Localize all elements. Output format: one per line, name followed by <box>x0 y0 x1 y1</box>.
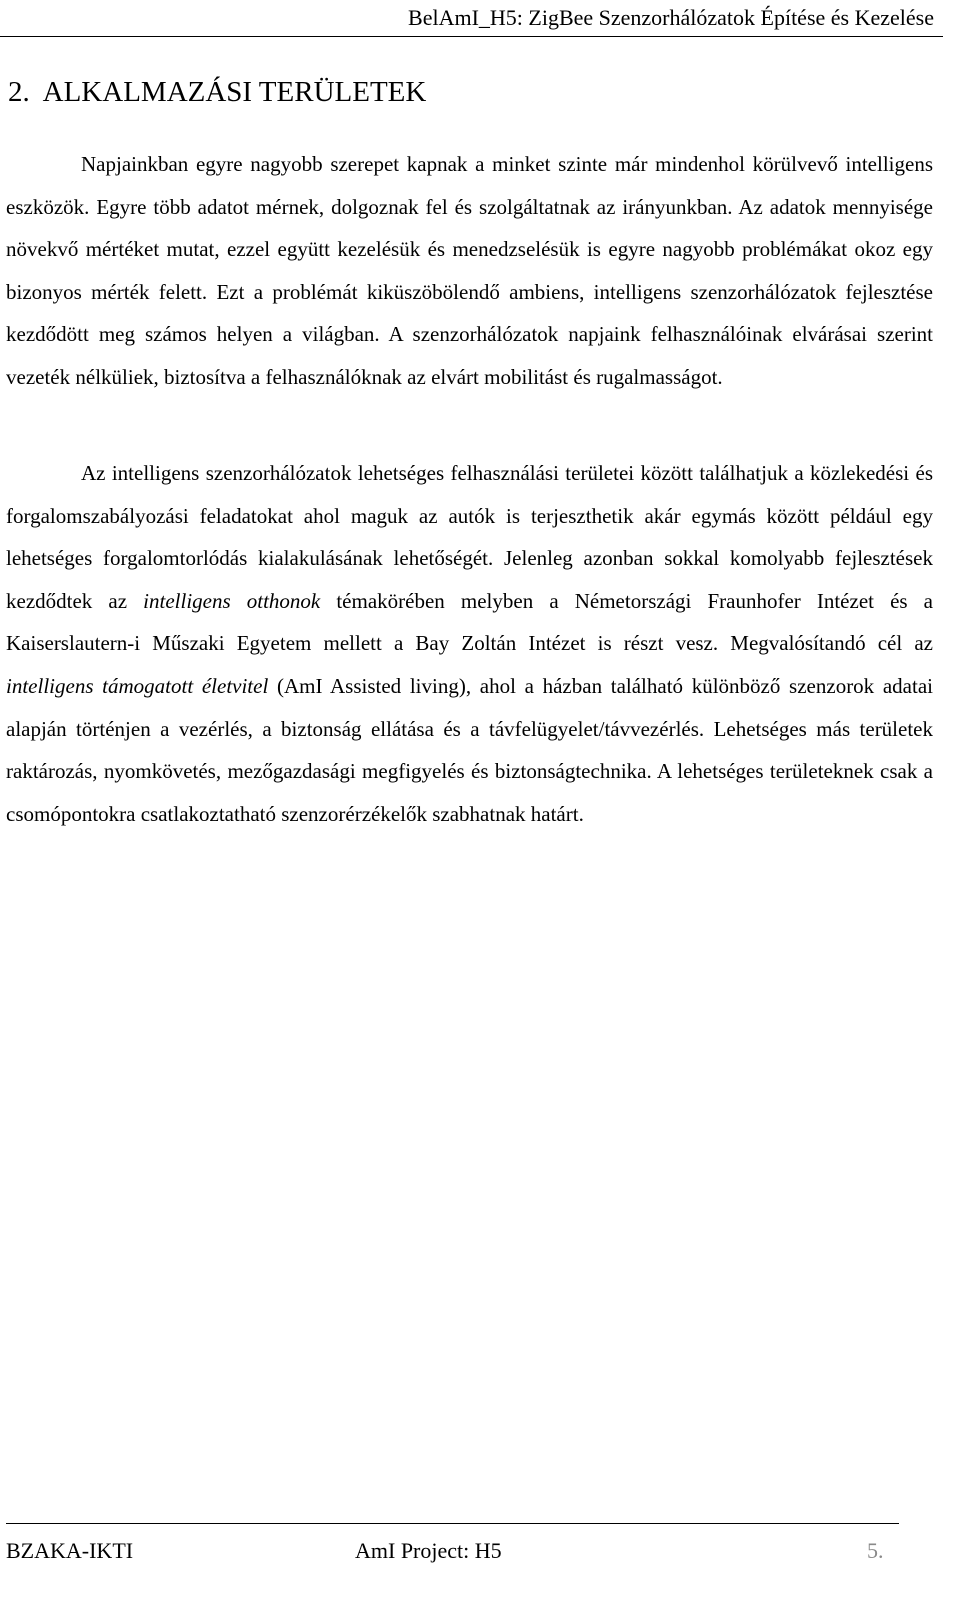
paragraph-2-text-2: témakörében melyben a Németországi Fraunhofer Intézet és a Kaiserslautern-i Műszaki Egyetem mellett a Bay Zoltán Intézet is részt vesz. Megvalósítandó cél az <box>6 588 934 656</box>
footer-rule <box>6 1523 899 1524</box>
footer-project: AmI Project: H5 <box>355 1538 502 1563</box>
header-rule <box>0 36 943 37</box>
paragraph-2-text-3: (AmI Assisted living), ahol a házban található különböző szenzorok adatai alapján történjen a vezérlés, a biztonság ellátása és a távfelügyelet/távvezérlés. Lehetséges más területek raktározás, nyomkövetés, mezőgazdasági megfigyelés és biztonságtechnika. A lehetséges területeknek csak a csomópontokra csatlakoztatható szenzorérzékelők szabhatnak határt. <box>6 673 933 826</box>
paragraph-1: Napjainkban egyre nagyobb szerepet kapnak a minket szinte már mindenhol körülvevő intelligens eszközök. Egyre több adatot mérnek, dolgoznak fel és szolgáltatnak az irányunkban. Az adatok mennyisége növekvő mértéket mutat, ezzel együtt kezelésük és menedzselésük is egyre nagyobb problémákat okoz egy bizonyos mérték felett. Ezt a problémát kiküszöbölendő ambiens, intelligens szenzorhálózatok fejlesztése kezdődött meg számos helyen a világban. A szenzorhálózatok napjaink felhasználóinak elvárásai szerint vezeték nélküliek, biztosítva a felhasználóknak az elvárt mobilitást és rugalmasságot. <box>6 152 933 389</box>
section-heading: 2. ALKALMAZÁSI TERÜLETEK <box>8 76 427 108</box>
running-header-title: BelAmI_H5: ZigBee Szenzorhálózatok Építése és Kezelése <box>408 5 934 30</box>
paragraph-2-italic-term-1: intelligens otthonok <box>143 588 321 613</box>
paragraph-2-italic-term-2: intelligens támogatott életvitel <box>6 673 269 698</box>
paragraph-2 <box>6 452 933 835</box>
paragraph-2-text-1: Az intelligens szenzorhálózatok lehetséges felhasználási területei között találhatjuk a közlekedési és forgalomszabályozási feladatokat ahol maguk az autók is terjeszthetik akár egymás között például egy lehetséges forgalomtorlódás kialakulásának lehetőségét. Jelenleg azonban sokkal komolyabb fejlesztések kezdődtek az <box>6 461 933 613</box>
footer-organization: BZAKA-IKTI <box>6 1538 134 1563</box>
footer-page-number: 5. <box>867 1538 884 1563</box>
